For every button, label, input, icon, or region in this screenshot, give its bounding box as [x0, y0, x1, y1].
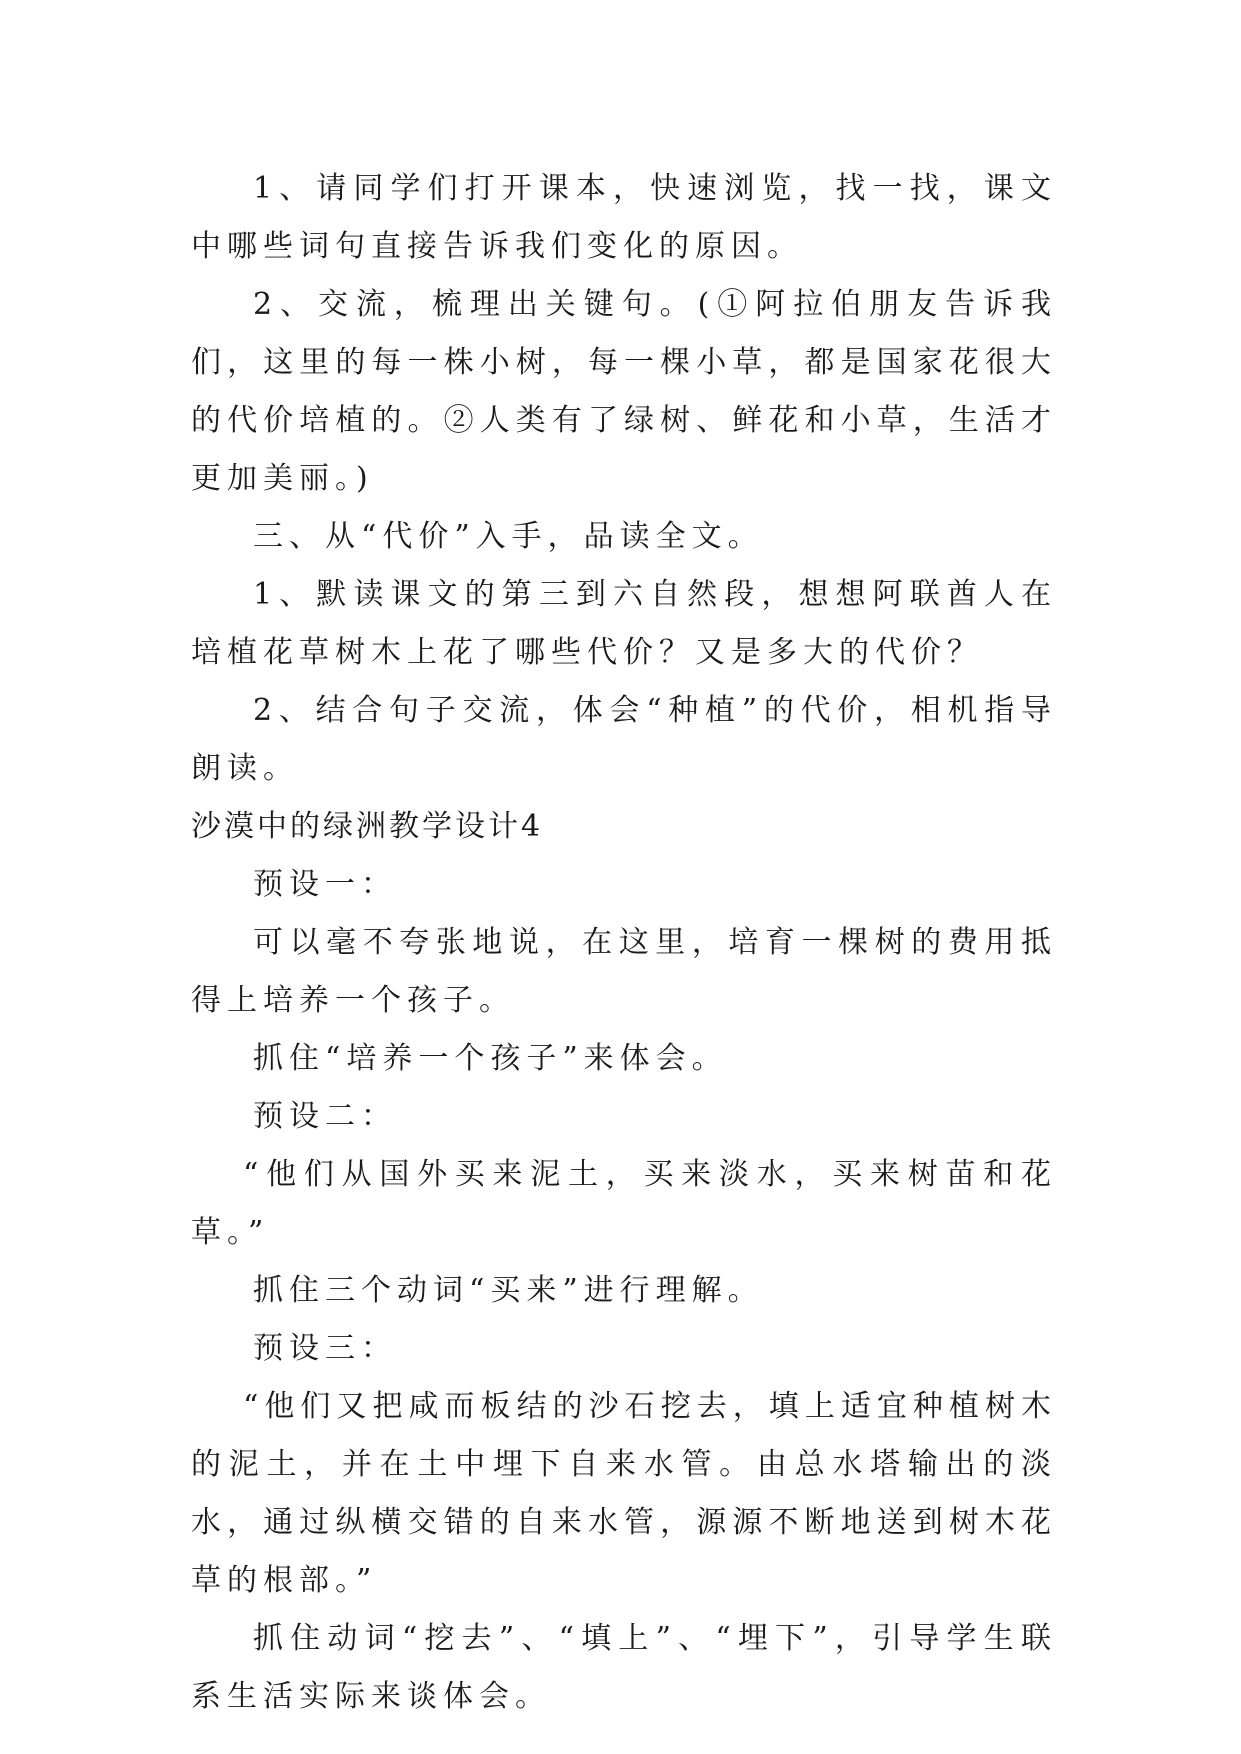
document-page: [191, 160, 1057, 1726]
section-title: 沙漠中的绿洲教学设计4: [191, 809, 544, 844]
paragraph: 三、从“代价”入手，品读全文。: [253, 519, 764, 554]
paragraph: 抓住动词“挖去”、“填上”、“埋下”，引导学生联系生活实际来谈体会。: [191, 1621, 1057, 1714]
paragraph: 2、结合句子交流，体会“种植”的代价，相机指导朗读。: [191, 693, 1057, 786]
paragraph: 预设三：: [253, 1331, 397, 1366]
paragraph: 抓住三个动词“买来”进行理解。: [253, 1273, 764, 1308]
paragraph: 抓住“培养一个孩子”来体会。: [253, 1041, 728, 1076]
paragraph: 2、交流，梳理出关键句。(①阿拉伯朋友告诉我们，这里的每一株小树，每一棵小草，都是国家花很大的代价培植的。②人类有了绿树、鲜花和小草，生活才更加美丽。): [191, 287, 1057, 496]
paragraph: 可以毫不夸张地说，在这里，培育一棵树的费用抵得上培养一个孩子。: [191, 925, 1057, 1018]
paragraph: 预设二：: [253, 1099, 397, 1134]
quote-paragraph: “他们又把咸而板结的沙石挖去，填上适宜种植树木的泥土，并在土中埋下自来水管。由总水塔输出的淡水，通过纵横交错的自来水管，源源不断地送到树木花草的根部。”: [191, 1389, 1057, 1598]
paragraph: 1、默读课文的第三到六自然段，想想阿联酋人在培植花草树木上花了哪些代价？又是多大的代价？: [191, 577, 1057, 670]
paragraph: 预设一：: [253, 867, 397, 902]
paragraph: 1、请同学们打开课本，快速浏览，找一找，课文中哪些词句直接告诉我们变化的原因。: [191, 171, 1057, 264]
quote-paragraph: “他们从国外买来泥土，买来淡水，买来树苗和花草。”: [191, 1157, 1057, 1250]
